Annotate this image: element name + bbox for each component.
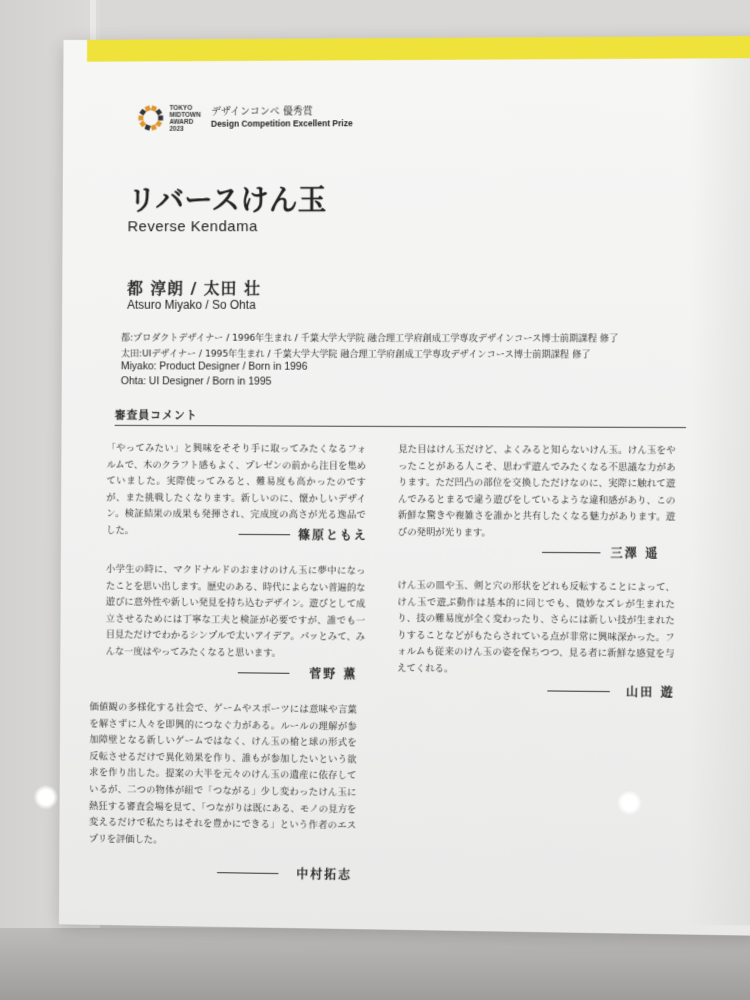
bio-line-en: Miyako: Product Designer / Born in 1996 xyxy=(120,360,308,373)
bio-line-jp: 都:プロダクトデザイナー / 1996年生まれ / 千葉大学大学院 融合理工学府創成工学専攻デザインコース博士前期課程 修了 xyxy=(120,332,619,345)
floor xyxy=(0,928,750,1000)
work-title-en: Reverse Kendama xyxy=(127,218,258,236)
logo-square xyxy=(145,124,151,130)
signature-rule xyxy=(547,690,609,692)
prize-title-jp: デザインコンペ 優秀賞 xyxy=(211,106,313,118)
judge-name: 中村拓志 xyxy=(296,867,353,883)
logo-line: 2023 xyxy=(169,125,184,133)
bio-line-en: Ohta: UI Designer / Born in 1995 xyxy=(120,375,272,388)
judge-comment: 小学生の時に、マクドナルドのおまけのけん玉に夢中になったことを思い出します。歴史のある、時代によらない普遍的な遊びに意外性や新しい発見を持ち込むデザイン。遊びとして成立させるためには丁寧な工夫と検証が必要ですが、誰でも一目見ただけでわかるシンプルで太いアイデア。パッとみて、みんな一度はやってみたくなると思います。 xyxy=(105,563,366,659)
judge-comment: けん玉の皿や玉、剣と穴の形状をどれも反転することによって、けん玉で遊ぶ動作は基本的に同じでも、微妙なズレが生まれたり、技の難易度が全く変わったり、さらには新しい技が生まれたりすることなどがもたらされている点が非常に興味深かった。フォルムも従来のけん玉の姿を保ちつつ、見る者に新鮮な感覚を与えてくれる。 xyxy=(397,579,676,675)
bio-line-jp: 太田:UIデザイナー / 1995年生まれ / 千葉大学大学院 融合理工学府創成工学専攻デザインコース博士前期課程 修了 xyxy=(120,348,591,361)
logo-square xyxy=(139,120,146,127)
logo-square xyxy=(138,116,143,121)
ceiling-light-reflection xyxy=(34,785,58,809)
logo-line: AWARD xyxy=(169,118,194,126)
judge-name: 山田 遊 xyxy=(625,685,675,700)
judge-comment: 見た目はけん玉だけど、よくみると知らないけん玉。けん玉をやったことがある人こそ、思わず遊んでみたくなる不思議な力があります。ただ凹凸の部位を交換しただけなのに、実際に触れて遊んでみるとまるで違う遊びをしているような違和感があり、この新鮮な驚きや複雑さを誰かと共有したくなる魅力があります。遊びの発明が光ります。 xyxy=(397,443,676,539)
logo-line: TOKYO xyxy=(169,104,193,112)
author-names-en: Atsuro Miyako / So Ohta xyxy=(127,297,256,312)
logo-square xyxy=(139,109,146,116)
exhibition-panel xyxy=(59,36,750,936)
logo-square xyxy=(151,124,157,130)
section-divider xyxy=(115,425,686,428)
signature-rule xyxy=(217,872,278,874)
prize-title-en: Design Competition Excellent Prize xyxy=(210,118,353,129)
section-heading: 審査員コメント xyxy=(114,409,198,423)
work-title-jp: リバースけん玉 xyxy=(127,183,327,218)
ceiling-light-reflection xyxy=(617,791,641,815)
logo-square xyxy=(151,105,157,111)
signature-rule xyxy=(542,552,600,553)
logo-square xyxy=(145,105,151,111)
award-logo-text xyxy=(169,105,200,133)
accent-bar xyxy=(87,36,750,62)
signature-rule xyxy=(238,672,290,674)
logo-square xyxy=(155,109,162,116)
judge-comment: 価値観の多様化する社会で、ゲームやスポーツには意味や言葉を解さずに人々を即興的につなぐ力がある。ルールの理解が参加障壁となる新しいゲームではなく、けん玉の槍と球の形式を反転させるだけで異化効果を作り、誰もが参加したいという欲求を作り出した。提案の大半を元々のけん玉の遺産に依存しているが、二つの物体が紐で「つながる」少し変わったけん玉に熱狂する審査会場を見て、「つながりは既にある、モノの見方を変えるだけで私たちはそれを豊かにできる」という作者のエスプリを評価した。 xyxy=(88,701,357,846)
judge-comment: 「やってみたい」と興味をそそり手に取ってみたくなるフォルムで、木のクラフト感もよく、プレゼンの前から注目を集めていました。実際使ってみると、難易度も高かったのですが、また挑戦したくなります。新しいのに、懐かしいデザイン。検証結果の成果も発揮され、完成度の高さが光る逸品でした。 xyxy=(106,442,367,537)
panel-glare xyxy=(687,58,750,926)
award-logo-icon xyxy=(136,103,166,133)
judge-name: 菅野 薫 xyxy=(309,667,358,682)
logo-square xyxy=(155,120,162,127)
logo-square xyxy=(158,115,163,120)
display-rail xyxy=(90,0,96,40)
author-names-jp: 都 淳朗 / 太田 壮 xyxy=(127,278,261,298)
logo-line: MIDTOWN xyxy=(169,111,201,119)
judge-name: 篠原ともえ xyxy=(298,528,368,543)
judge-name: 三澤 遥 xyxy=(610,546,660,561)
